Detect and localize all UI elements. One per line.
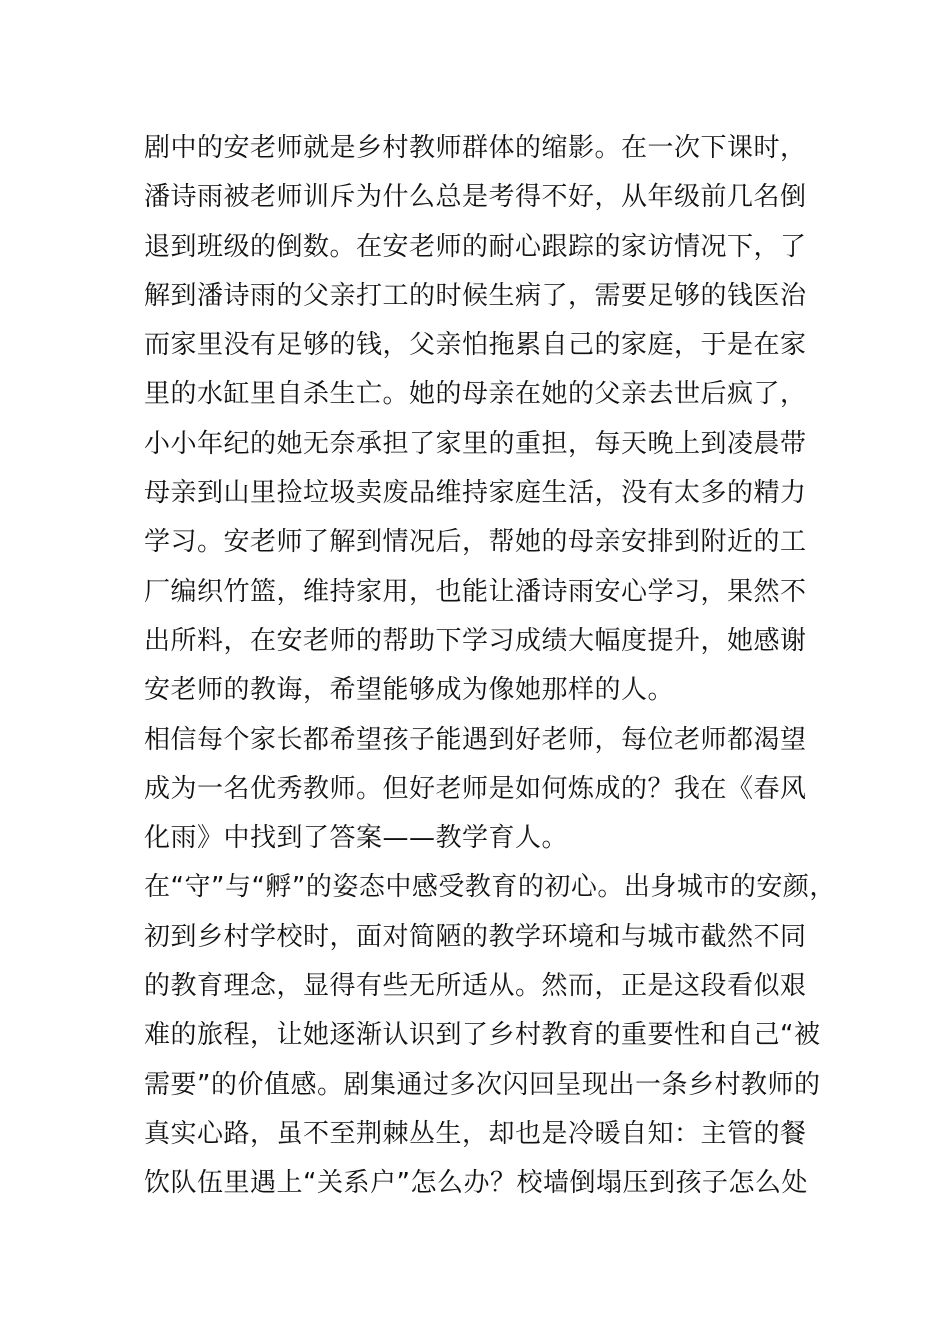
text-line-17: 初到乡村学校时，面对简陋的教学环境和与城市截然不同 [144,921,807,952]
text-line-21: 真实心路，虽不至荆棘丛生，却也是冷暖自知：主管的餐 [144,1118,807,1149]
text-line-12: 安老师的教诲，希望能够成为像她那样的人。 [144,675,675,706]
text-line-11: 出所料，在安老师的帮助下学习成绩大幅度提升，她感谢 [144,625,807,656]
text-line-4: 解到潘诗雨的父亲打工的时候生病了，需要足够的钱医治 [144,280,807,311]
text-line-10: 厂编织竹篮，维持家用，也能让潘诗雨安心学习，果然不 [144,576,807,607]
text-line-7: 小小年纪的她无奈承担了家里的重担，每天晚上到凌晨带 [144,428,807,459]
text-line-9: 学习。安老师了解到情况后，帮她的母亲安排到附近的工 [144,527,807,558]
text-line-16: 在“守”与“孵”的姿态中感受教育的初心。出身城市的安颜， [144,872,836,903]
text-line-6: 里的水缸里自杀生亡。她的母亲在她的父亲去世后疯了， [144,379,807,410]
text-line-20: 需要”的价值感。剧集通过多次闪回呈现出一条乡村教师的 [144,1069,821,1100]
text-line-5: 而家里没有足够的钱，父亲怕拖累自己的家庭，于是在家 [144,330,807,361]
text-line-22: 饮队伍里遇上“关系户”怎么办？校墙倒塌压到孩子怎么处 [144,1168,808,1199]
text-line-18: 的教育理念，显得有些无所适从。然而，正是这段看似艰 [144,971,807,1002]
text-line-8: 母亲到山里捡垃圾卖废品维持家庭生活，没有太多的精力 [144,478,807,509]
text-line-15: 化雨》中找到了答案——教学育人。 [144,823,569,854]
body-text [144,124,836,1209]
text-line-14: 成为一名优秀教师。但好老师是如何炼成的？我在《春风 [144,773,807,804]
text-line-19: 难的旅程，让她逐渐认识到了乡村教育的重要性和自己“被 [144,1020,821,1051]
text-line-2: 潘诗雨被老师训斥为什么总是考得不好，从年级前几名倒 [144,182,807,213]
text-line-3: 退到班级的倒数。在安老师的耐心跟踪的家访情况下，了 [144,231,807,262]
text-line-1: 剧中的安老师就是乡村教师群体的缩影。在一次下课时， [144,133,807,163]
text-line-13: 相信每个家长都希望孩子能遇到好老师，每位老师都渴望 [144,724,807,755]
